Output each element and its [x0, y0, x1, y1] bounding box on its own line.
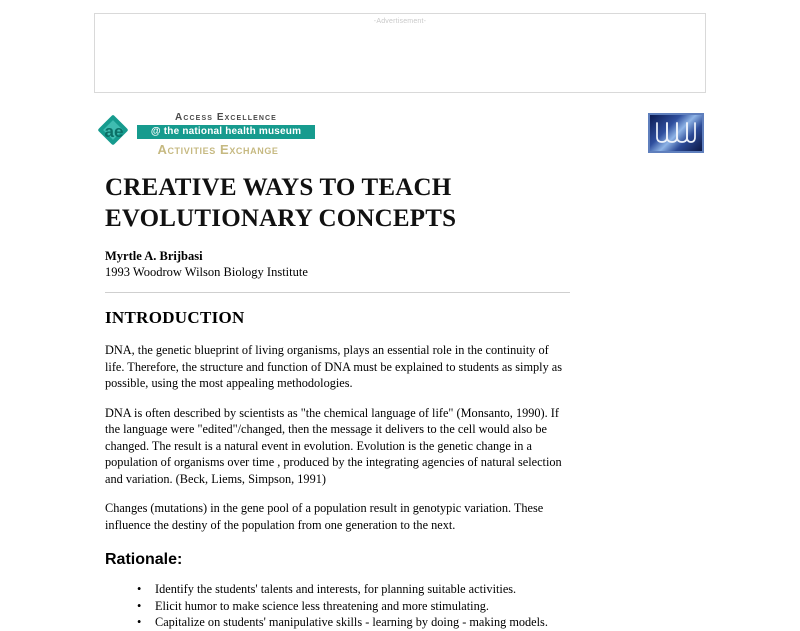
- bullet-icon: •: [137, 582, 142, 596]
- bullet-icon: •: [137, 598, 142, 613]
- list-item: [0, 614, 640, 631]
- list-item-label: Identify the students' talents and interests, for planning suitable activities.: [155, 582, 517, 596]
- advertisement-label: -Advertisement-: [373, 18, 427, 25]
- author-affiliation: 1993 Woodrow Wilson Biology Institute: [105, 265, 308, 279]
- rationale-bullet-list: [0, 570, 800, 631]
- list-item: [0, 581, 640, 598]
- document-body: [0, 164, 800, 631]
- list-item-label: Capitalize on students' manipulative skills - learning by doing - making models.: [155, 615, 548, 629]
- national-health-museum-bar: @ the national health museum: [137, 125, 315, 139]
- woodrow-wilson-logo[interactable]: [648, 113, 704, 153]
- ww-monogram-icon: [654, 121, 698, 145]
- byline: [0, 234, 800, 280]
- bullet-icon: •: [137, 615, 142, 629]
- subsection-heading-rationale: Rationale:: [105, 551, 183, 568]
- advertisement-slot[interactable]: [94, 13, 706, 93]
- intro-paragraph-1: DNA, the genetic blueprint of living organisms, plays an essential role in the continuity of life. Therefore, the structure and function of DNA must be explained to students as simply as possible, using the most appealing methodologies.: [105, 343, 563, 390]
- intro-paragraph-2: DNA is often described by scientists as "the chemical language of life" (Monsanto, 1990). If the language were "edited"/changed, then the message it delivers to the cell would also be changed. The result is a natural event in evolution. Evolution is the genetic change in a population of organisms over time , produced by the integrating agencies of natural selection and variation. (Beck, Liems, Simpson, 1991): [105, 405, 562, 486]
- author-name: Myrtle A. Brijbasi: [105, 249, 203, 263]
- access-excellence-title: Access Excellence: [175, 112, 277, 123]
- intro-paragraph-3: Changes (mutations) in the gene pool of a population result in genotypic variation. These influence the destiny of the population from one generation to the next.: [105, 501, 544, 532]
- section-heading-introduction: INTRODUCTION: [105, 308, 245, 327]
- access-excellence-logo[interactable]: [99, 112, 315, 160]
- page-title: CREATIVE WAYS TO TEACH EVOLUTIONARY CONCEPTS: [105, 174, 457, 232]
- list-item-label: Elicit humor to make science less threatening and more stimulating.: [155, 598, 489, 613]
- diamond-monogram: ae: [104, 122, 124, 141]
- access-excellence-wordmark: [137, 112, 315, 158]
- activities-exchange-title: Activities Exchange: [157, 142, 279, 157]
